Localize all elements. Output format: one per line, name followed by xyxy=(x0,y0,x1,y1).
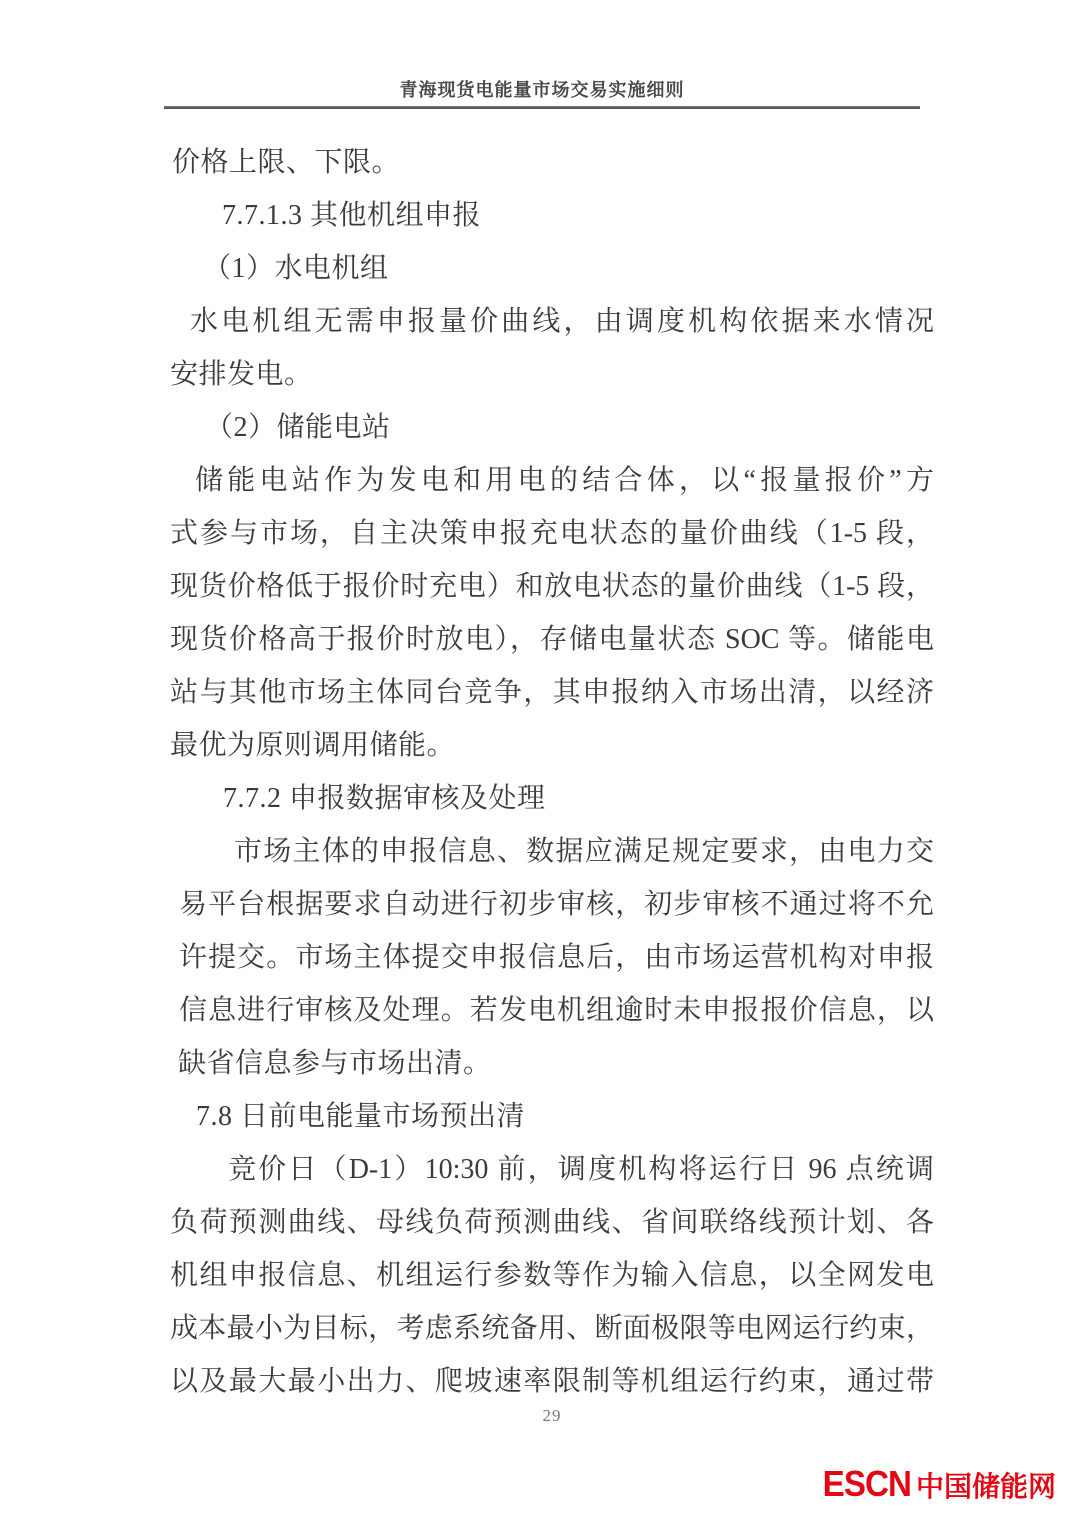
text-line: 机组申报信息、机组运行参数等作为输入信息，以全网发电 xyxy=(170,1260,934,1291)
text-line: 安排发电。 xyxy=(170,359,313,390)
text-line: 式参与市场，自主决策申报充电状态的量价曲线（1-5 段， xyxy=(170,518,934,549)
text-line: 许提交。市场主体提交申报信息后，由市场运营机构对申报 xyxy=(179,942,934,973)
text-line: 易平台根据要求自动进行初步审核，初步审核不通过将不允 xyxy=(179,889,934,920)
text-line: 现货价格高于报价时放电），存储电量状态 SOC 等。储能电 xyxy=(170,624,934,655)
text-line: 市场主体的申报信息、数据应满足规定要求，由电力交 xyxy=(234,836,934,867)
text-line: 7.8 日前电能量市场预出清 xyxy=(196,1101,526,1132)
text-line: 水电机组无需申报量价曲线，由调度机构依据来水情况 xyxy=(190,306,934,337)
text-line: 竞价日（D-1）10:30 前，调度机构将运行日 96 点统调 xyxy=(228,1154,934,1185)
text-line: （2）储能电站 xyxy=(205,412,391,443)
escn-logo-zh-text: 中国储能网 xyxy=(915,1471,1056,1502)
text-line: 现货价格低于报价时充电）和放电状态的量价曲线（1-5 段， xyxy=(170,571,934,602)
running-header-title: 青海现货电能量市场交易实施细则 xyxy=(399,80,685,100)
text-line: （1）水电机组 xyxy=(203,253,389,284)
text-line: 信息进行审核及处理。若发电机组逾时未申报报价信息，以 xyxy=(179,995,934,1026)
text-line: 负荷预测曲线、母线负荷预测曲线、省间联络线预计划、各 xyxy=(170,1207,934,1238)
text-line: 7.7.2 申报数据审核及处理 xyxy=(223,783,546,814)
escn-logo xyxy=(815,1463,1056,1505)
text-line: 以及最大最小出力、爬坡速率限制等机组运行约束，通过带 xyxy=(170,1366,934,1397)
header-rule-line xyxy=(164,106,920,109)
text-line: 最优为原则调用储能。 xyxy=(170,730,456,761)
text-line: 成本最小为目标，考虑系统备用、断面极限等电网运行约束， xyxy=(170,1313,934,1344)
document-body xyxy=(170,136,934,1408)
text-line: 储能电站作为发电和用电的结合体，以“报量报价”方 xyxy=(195,465,934,496)
page-number: 29 xyxy=(542,1406,562,1425)
text-line: 站与其他市场主体同台竞争，其申报纳入市场出清，以经济 xyxy=(170,677,934,708)
escn-logo-en-text: ESCN xyxy=(822,1463,911,1504)
text-line: 缺省信息参与市场出清。 xyxy=(178,1048,492,1079)
text-line: 7.7.1.3 其他机组申报 xyxy=(222,200,482,231)
text-line: 价格上限、下限。 xyxy=(172,147,401,178)
